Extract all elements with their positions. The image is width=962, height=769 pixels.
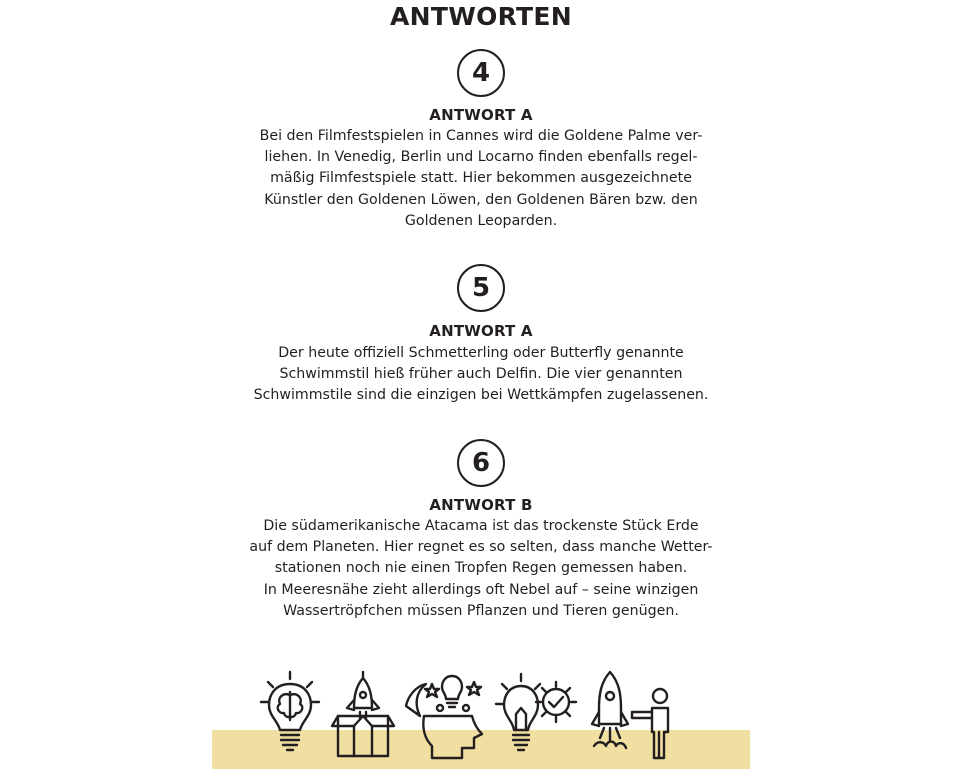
answer-number: 6 [471,448,491,478]
answer-line: In Meeresnähe zieht allerdings oft Nebel auf – seine winzigen [263,581,699,598]
answer-line: Wassertröpfchen müssen Pflanzen und Tieren genügen. [283,602,679,619]
answer-line: stationen noch nie einen Tropfen Regen gemessen haben. [274,560,688,577]
answer-text [0,516,962,622]
footer-icons [0,668,962,769]
answer-line: Künstler den Goldenen Löwen, den Goldenen Bären bzw. den [264,191,698,208]
answer-line: mäßig Filmfestspiele statt. Hier bekommen ausgezeichnete [270,170,692,187]
answer-number: 5 [471,273,491,303]
answer-line: Die südamerikanische Atacama ist das trockenste Stück Erde [263,518,699,534]
answer-line: Schwimmstil hieß früher auch Delfin. Die vier genannten [279,366,683,383]
answer-label: ANTWORT B [429,496,533,514]
answer-label: ANTWORT A [429,322,533,340]
answer-number-badge [457,264,505,312]
answer-line: liehen. In Venedig, Berlin und Locarno finden ebenfalls regel- [264,149,698,166]
answer-line: Schwimmstile sind die einzigen bei Wettkämpfen zugelassenen. [253,387,709,404]
answer-line: Goldenen Leoparden. [404,212,558,229]
answer-number-badge [457,49,505,97]
answer-line: Der heute offiziell Schmetterling oder Butterfly genannte [278,345,684,361]
answer-number: 4 [471,58,491,88]
answer-number-badge [457,439,505,487]
page-title: ANTWORTEN [389,2,573,31]
answer-text [0,343,962,407]
answer-text [0,126,962,232]
bulb-gear-icon [494,668,580,762]
rocket-person-icon [588,668,680,762]
open-head-ideas-icon [402,668,486,762]
rocket-box-icon [330,668,396,762]
answer-line: Bei den Filmfestspielen in Cannes wird die Goldene Palme ver- [259,128,703,144]
answer-label: ANTWORT A [429,106,533,124]
answer-line: auf dem Planeten. Hier regnet es so selten, dass manche Wetter- [249,539,713,556]
brain-bulb-icon [258,668,322,758]
